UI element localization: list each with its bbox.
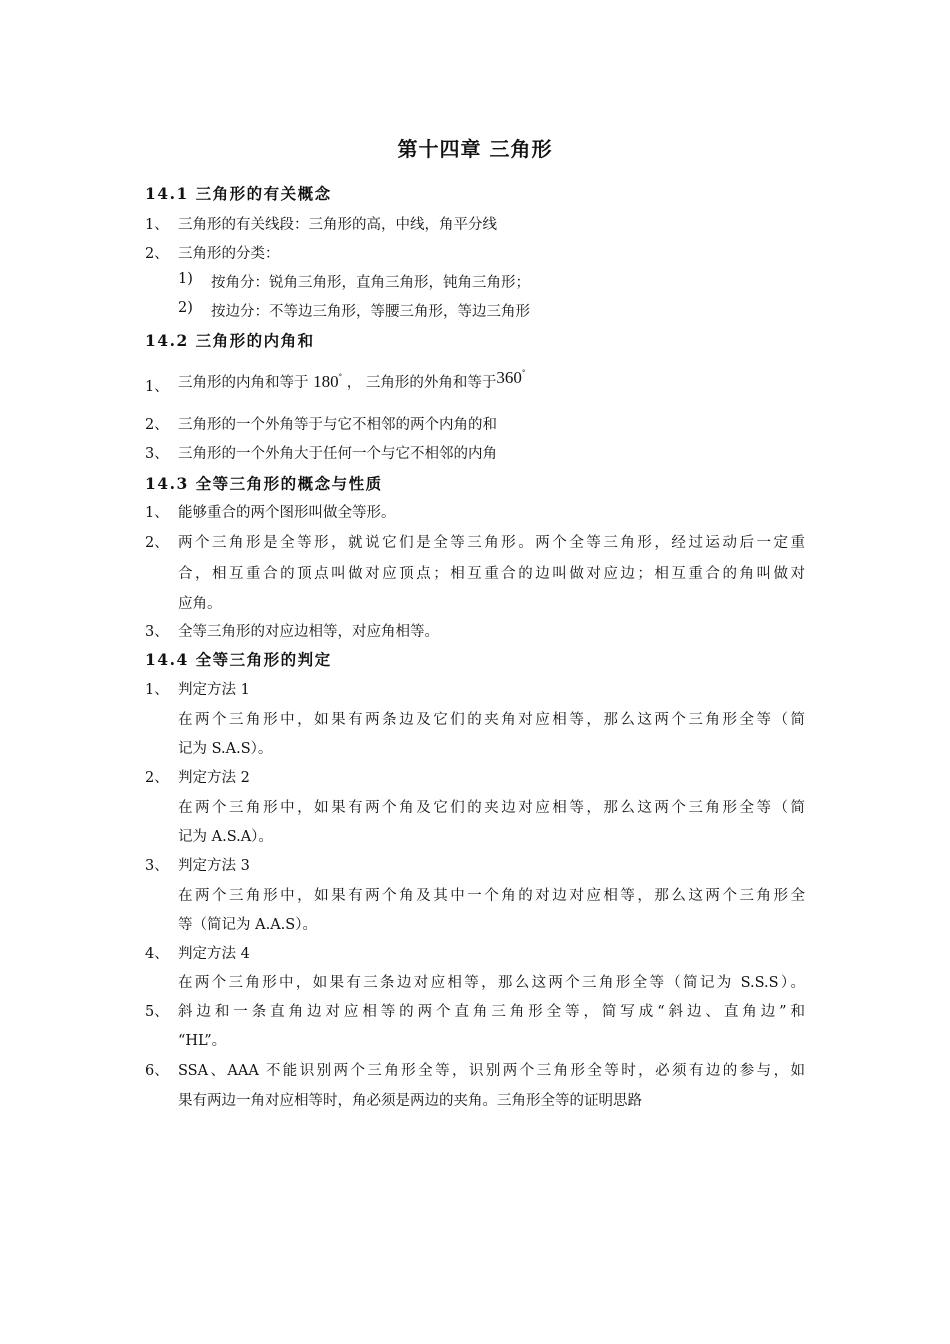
- paragraph-line: 在两个三角形中，如果有两个角及它们的夹边对应相等，那么这两个三角形全等（简: [178, 800, 805, 816]
- degree-mark: °: [521, 369, 526, 377]
- list-number: 3、: [145, 624, 169, 640]
- method-title: 判定方法 3: [178, 858, 250, 874]
- list-number: 1、: [145, 379, 169, 395]
- sublist-item-text: 按边分：不等边三角形，等腰三角形，等边三角形: [211, 304, 530, 320]
- paragraph-line: SSA、AAA 不能识别两个三角形全等，识别两个三角形全等时，必须有边的参与，如: [178, 1063, 805, 1079]
- list-number: 1、: [145, 505, 169, 521]
- paragraph-line: 在两个三角形中，如果有三条边对应相等，那么这两个三角形全等（简记为 S.S.S）。: [178, 975, 805, 991]
- paragraph-line: 斜边和一条直角边对应相等的两个直角三角形全等，简写成“斜边、直角边”和: [178, 1004, 805, 1020]
- list-number: 3、: [145, 446, 169, 462]
- sublist-number: 1): [178, 271, 193, 287]
- paragraph-line: 两个三角形是全等形，就说它们是全等三角形。两个全等三角形，经过运动后一定重: [178, 535, 805, 551]
- list-number: 4、: [145, 946, 169, 962]
- section-heading-14-4: 14.4 全等三角形的判定: [145, 650, 332, 669]
- section-heading-14-2: 14.2 三角形的内角和: [145, 331, 315, 350]
- paragraph-line: 记为 A.S.A）。: [178, 829, 273, 845]
- sublist-item-text: 按角分：锐角三角形，直角三角形，钝角三角形；: [211, 275, 530, 291]
- list-number: 6、: [145, 1063, 169, 1079]
- list-number: 1、: [145, 682, 169, 698]
- paragraph-line: 果有两边一角对应相等时，角必须是两边的夹角。三角形全等的证明思路: [178, 1093, 642, 1109]
- paragraph-line: 应角。: [178, 596, 222, 612]
- list-number: 2、: [145, 535, 169, 551]
- list-item-text: 全等三角形的对应边相等，对应角相等。: [178, 624, 439, 640]
- method-title: 判定方法 2: [178, 770, 250, 786]
- list-item-text: [178, 368, 526, 392]
- exterior-angle-sum-value: 360: [496, 368, 522, 387]
- paragraph-line: 合，相互重合的顶点叫做对应顶点；相互重合的边叫做对应边；相互重合的角叫做对: [178, 566, 805, 582]
- section-heading-14-3: 14.3 全等三角形的概念与性质: [145, 474, 383, 493]
- chapter-title: 第十四章 三角形: [397, 137, 553, 161]
- paragraph-line: 等（简记为 A.A.S）。: [178, 917, 317, 933]
- text-run: ， 三角形的外角和等于: [346, 375, 497, 391]
- list-number: 1、: [145, 217, 169, 233]
- list-number: 2、: [145, 770, 169, 786]
- list-number: 2、: [145, 417, 169, 433]
- angle-sum-value: 180: [313, 372, 339, 391]
- list-number: 3、: [145, 858, 169, 874]
- paragraph-line: 在两个三角形中，如果有两个角及其中一个角的对边对应相等，那么这两个三角形全: [178, 888, 805, 904]
- method-title: 判定方法 1: [178, 682, 250, 698]
- list-item-text: 三角形的一个外角大于任何一个与它不相邻的内角: [178, 446, 497, 462]
- paragraph-line: 记为 S.A.S）。: [178, 741, 273, 757]
- paragraph-line: 在两个三角形中，如果有两条边及它们的夹角对应相等，那么这两个三角形全等（简: [178, 712, 805, 728]
- sublist-number: 2): [178, 300, 193, 316]
- list-item-text: 三角形的一个外角等于与它不相邻的两个内角的和: [178, 417, 497, 433]
- text-run: 三角形的内角和等于: [178, 375, 309, 391]
- section-heading-14-1: 14.1 三角形的有关概念: [145, 184, 332, 203]
- degree-mark: °: [338, 373, 343, 381]
- list-number: 5、: [145, 1004, 169, 1020]
- method-title: 判定方法 4: [178, 946, 250, 962]
- list-item-text: 三角形的有关线段：三角形的高，中线，角平分线: [178, 217, 497, 233]
- list-item-text: 能够重合的两个图形叫做全等形。: [178, 505, 396, 521]
- paragraph-line: “HL”。: [178, 1033, 227, 1049]
- list-number: 2、: [145, 246, 169, 262]
- list-item-text: 三角形的分类：: [178, 246, 280, 262]
